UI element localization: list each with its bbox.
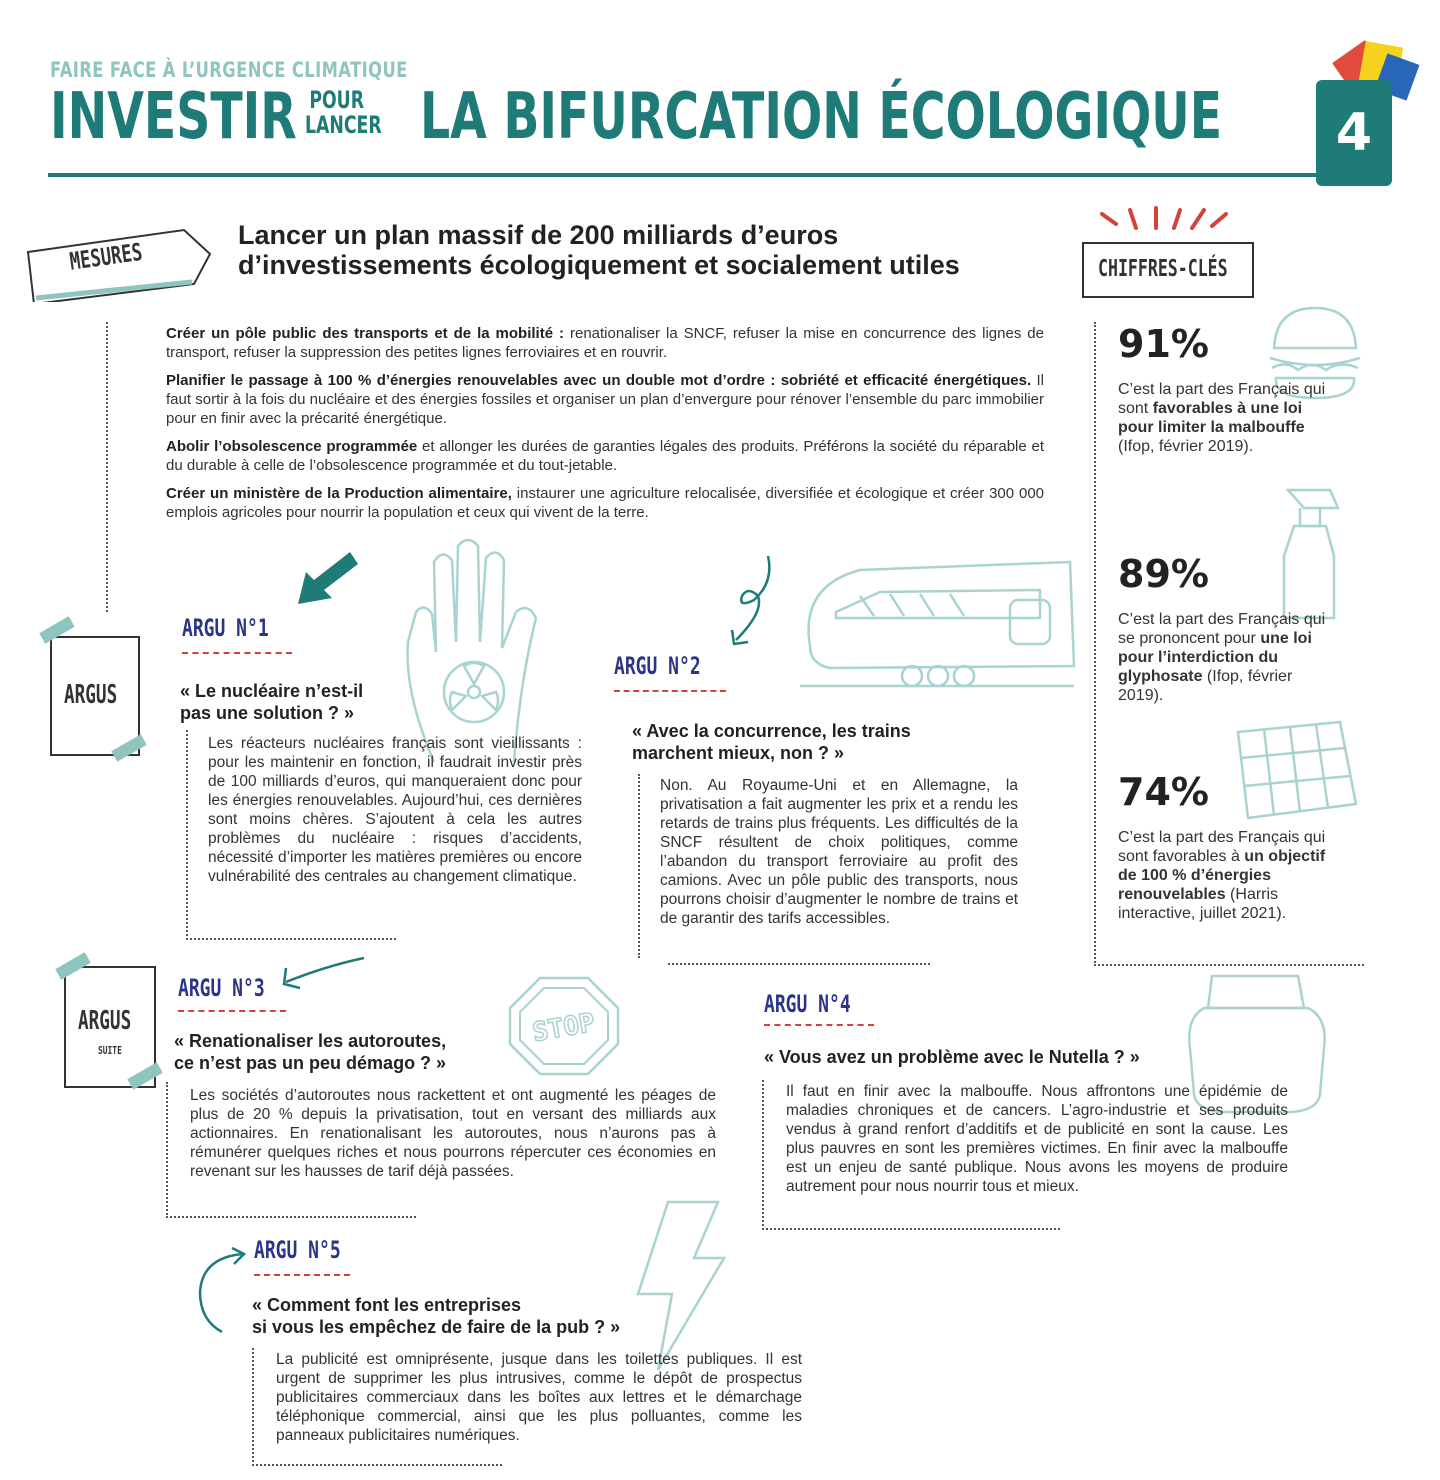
stat-text: C’est la part des Français qui se prononcent pour une loi pour l’interdiction du glyphosate (Ifop, février 2019). bbox=[1118, 611, 1326, 704]
argu-label-3: ARGU N°3 bbox=[178, 974, 265, 1002]
argu-question-1: « Le nucléaire n’est-il pas une solution ? » bbox=[180, 681, 364, 723]
chiffres-dotted-bottom bbox=[1094, 964, 1364, 966]
mesures-headline-line1: Lancer un plan massif de 200 milliards d’euros bbox=[238, 220, 839, 250]
title-small-bottom: LANCER bbox=[305, 111, 382, 139]
mesures-tag-label: MESURES bbox=[68, 237, 145, 276]
chiffres-sparks-icon bbox=[1096, 204, 1236, 236]
dotted-line bbox=[186, 938, 396, 940]
stat-value: 74% bbox=[1118, 770, 1209, 814]
title-small-top: POUR bbox=[309, 86, 365, 114]
argu-underline bbox=[614, 690, 726, 692]
argu-answer-5: La publicité est omniprésente, jusque dans les toilettes publiques. Il est urgent de supprimer les plus intrusives, comme le dépôt de prospectus publicitaires commerciaux dans les boîtes aux lettres et le démarchage téléphonique commercial, ainsi que les plus polluantes, comme les panneaux publicitaires numériques. bbox=[276, 1351, 802, 1444]
lightning-icon bbox=[628, 1196, 728, 1376]
dotted-line bbox=[186, 730, 188, 940]
stat-value: 91% bbox=[1118, 322, 1209, 366]
argu-underline bbox=[178, 1010, 286, 1012]
argus-suite-tag-sub: SUITE bbox=[98, 1044, 122, 1057]
mesures-headline-line2: d’investissements écologiquement et socialement utiles bbox=[238, 250, 960, 280]
stop-sign-text: STOP bbox=[530, 1007, 598, 1049]
page-number-badge: 4 bbox=[1316, 80, 1392, 186]
dotted-line bbox=[638, 774, 640, 958]
argu-answer-3: Les sociétés d’autoroutes nous rackettent et ont augmenté les péages de plus de 20 % depuis la privatisation, tout en versant des milliards aux actionnaires. En renationalisant les autoroutes, nous n’aurons pas à rémunérer quelques riches et nous pourrons répercuter ces économies en revenant sur les hausses de tarif déjà passées. bbox=[190, 1087, 716, 1180]
title-small-connector bbox=[305, 88, 382, 138]
title-part2: LA BIFURCATION ÉCOLOGIQUE bbox=[420, 80, 1223, 154]
argu-question-4: « Vous avez un problème avec le Nutella ? » bbox=[764, 1047, 1140, 1067]
arrow-down-left-icon bbox=[290, 550, 360, 610]
dotted-line bbox=[166, 1216, 416, 1218]
dotted-line bbox=[252, 1464, 502, 1466]
dotted-line bbox=[252, 1348, 254, 1466]
chiffres-tag-label: CHIFFRES-CLÉS bbox=[1098, 256, 1228, 282]
train-icon bbox=[790, 556, 1080, 696]
argus-suite-tag-label: ARGUS bbox=[78, 1006, 132, 1036]
arrow-left-icon bbox=[276, 954, 370, 994]
argu-underline bbox=[254, 1274, 350, 1276]
mesure-item: Créer un pôle public des transports et de la mobilité : renationaliser la SNCF, refuser la mise en concurrence des lignes de transport, refuser la suppression des petites lignes ferroviaires et en rouvrir. bbox=[166, 325, 1044, 361]
chiffres-tag bbox=[1082, 242, 1254, 298]
argu-label-4: ARGU N°4 bbox=[764, 990, 851, 1018]
argu-answer-2: Non. Au Royaume-Uni et en Allemagne, la privatisation a fait augmenter les prix et a rendu les retards de trains plus fréquents. Les difficultés de la SNCF résultent de choix politiques, comme l’abandon du transport ferroviaire au profit des camions. Avec un pôle public des transports, nous pourrons choisir d’augmenter le nombre de trains et de garantir des tarifs accessibles. bbox=[660, 777, 1018, 927]
stat-block bbox=[1118, 770, 1338, 923]
mesures-tag bbox=[24, 222, 216, 302]
argu-underline bbox=[764, 1024, 874, 1026]
stat-text: C’est la part des Français qui sont favorables à un objectif de 100 % d’énergies renouvelables (Harris interactive, juillet 2021). bbox=[1118, 829, 1326, 922]
argu-label-5: ARGU N°5 bbox=[254, 1236, 341, 1264]
dotted-line bbox=[762, 1228, 1060, 1230]
stat-text: C’est la part des Français qui sont favorables à une loi pour limiter la malbouffe (Ifop, février 2019). bbox=[1118, 381, 1326, 455]
title-part1: INVESTIR bbox=[50, 80, 297, 154]
mesures-list bbox=[166, 324, 1044, 531]
dotted-line bbox=[762, 1080, 764, 1230]
argu-question-2: « Avec la concurrence, les trains marchent mieux, non ? » bbox=[632, 721, 911, 763]
mesures-dotted-line bbox=[106, 322, 108, 612]
argu-question-3: « Renationaliser les autoroutes, ce n’est pas un peu démago ? » bbox=[174, 1031, 447, 1073]
dotted-line bbox=[668, 963, 930, 965]
argus-tag-label: ARGUS bbox=[64, 680, 118, 710]
argu-label-2: ARGU N°2 bbox=[614, 652, 701, 680]
argu-answer-1: Les réacteurs nucléaires français sont vieillissants : pour les maintenir en fonction, il faudrait investir près de 100 milliards d’euros, qui manqueraient donc pour les énergies renouvelables. Aujourd’hui, ces dernières sont moins chères. S’ajoutent à cela les autres problèmes du nucléaire : risques d’accidents, nécessité d’importer les matières premières ou encore vulnérabilité des centrales au changement climatique. bbox=[208, 735, 582, 885]
mesure-item: Planifier le passage à 100 % d’énergies renouvelables avec un double mot d’ordre : sobriété et efficacité énergétiques. Il faut sortir à la fois du nucléaire et des énergies fossiles et organiser un plan d’envergure pour rénover l’ensemble du parc immobilier pour en finir avec la précarité énergétique. bbox=[166, 372, 1044, 427]
dotted-line bbox=[166, 1082, 168, 1218]
argu-label-1: ARGU N°1 bbox=[182, 614, 269, 642]
chiffres-dotted-line bbox=[1094, 322, 1096, 966]
stat-block bbox=[1118, 322, 1338, 456]
header-rule bbox=[48, 173, 1338, 177]
argu-question-5: « Comment font les entreprises si vous les empêchez de faire de la pub ? » bbox=[252, 1295, 621, 1337]
mesure-item: Créer un ministère de la Production alimentaire, instaurer une agriculture relocalisée, diversifiée et écologique et créer 300 000 emplois agricoles pour nourrir la population et ceux qui vivent de la terre. bbox=[166, 485, 1044, 521]
argu-underline bbox=[182, 652, 292, 654]
argus-tag bbox=[50, 636, 140, 756]
curly-arrow-icon bbox=[724, 552, 784, 652]
argu-answer-4: Il faut en finir avec la malbouffe. Nous affrontons une épidémie de maladies chroniques et de cancers. L’agro-industrie et ses produits vendus à grand renfort d’additifs et de publicité en sont la cause. Les plus pauvres en sont les premières victimes. En finir avec la malbouffe est un enjeu de santé publique. Nous avons les moyens de produire autrement pour nous nourrir tous et mieux. bbox=[786, 1083, 1288, 1195]
mesure-item: Abolir l’obsolescence programmée et allonger les durées de garanties légales des produits. Préférons la société du réparable et du durable à celle de l’obsolescence programmée et du tout-jetable. bbox=[166, 438, 1044, 474]
curved-arrow-icon bbox=[192, 1244, 252, 1336]
stop-sign-icon bbox=[506, 974, 622, 1078]
mesures-headline bbox=[238, 220, 960, 280]
header-kicker: FAIRE FACE À L’URGENCE CLIMATIQUE bbox=[50, 58, 408, 82]
stat-value: 89% bbox=[1118, 552, 1209, 596]
stat-block bbox=[1118, 552, 1338, 705]
